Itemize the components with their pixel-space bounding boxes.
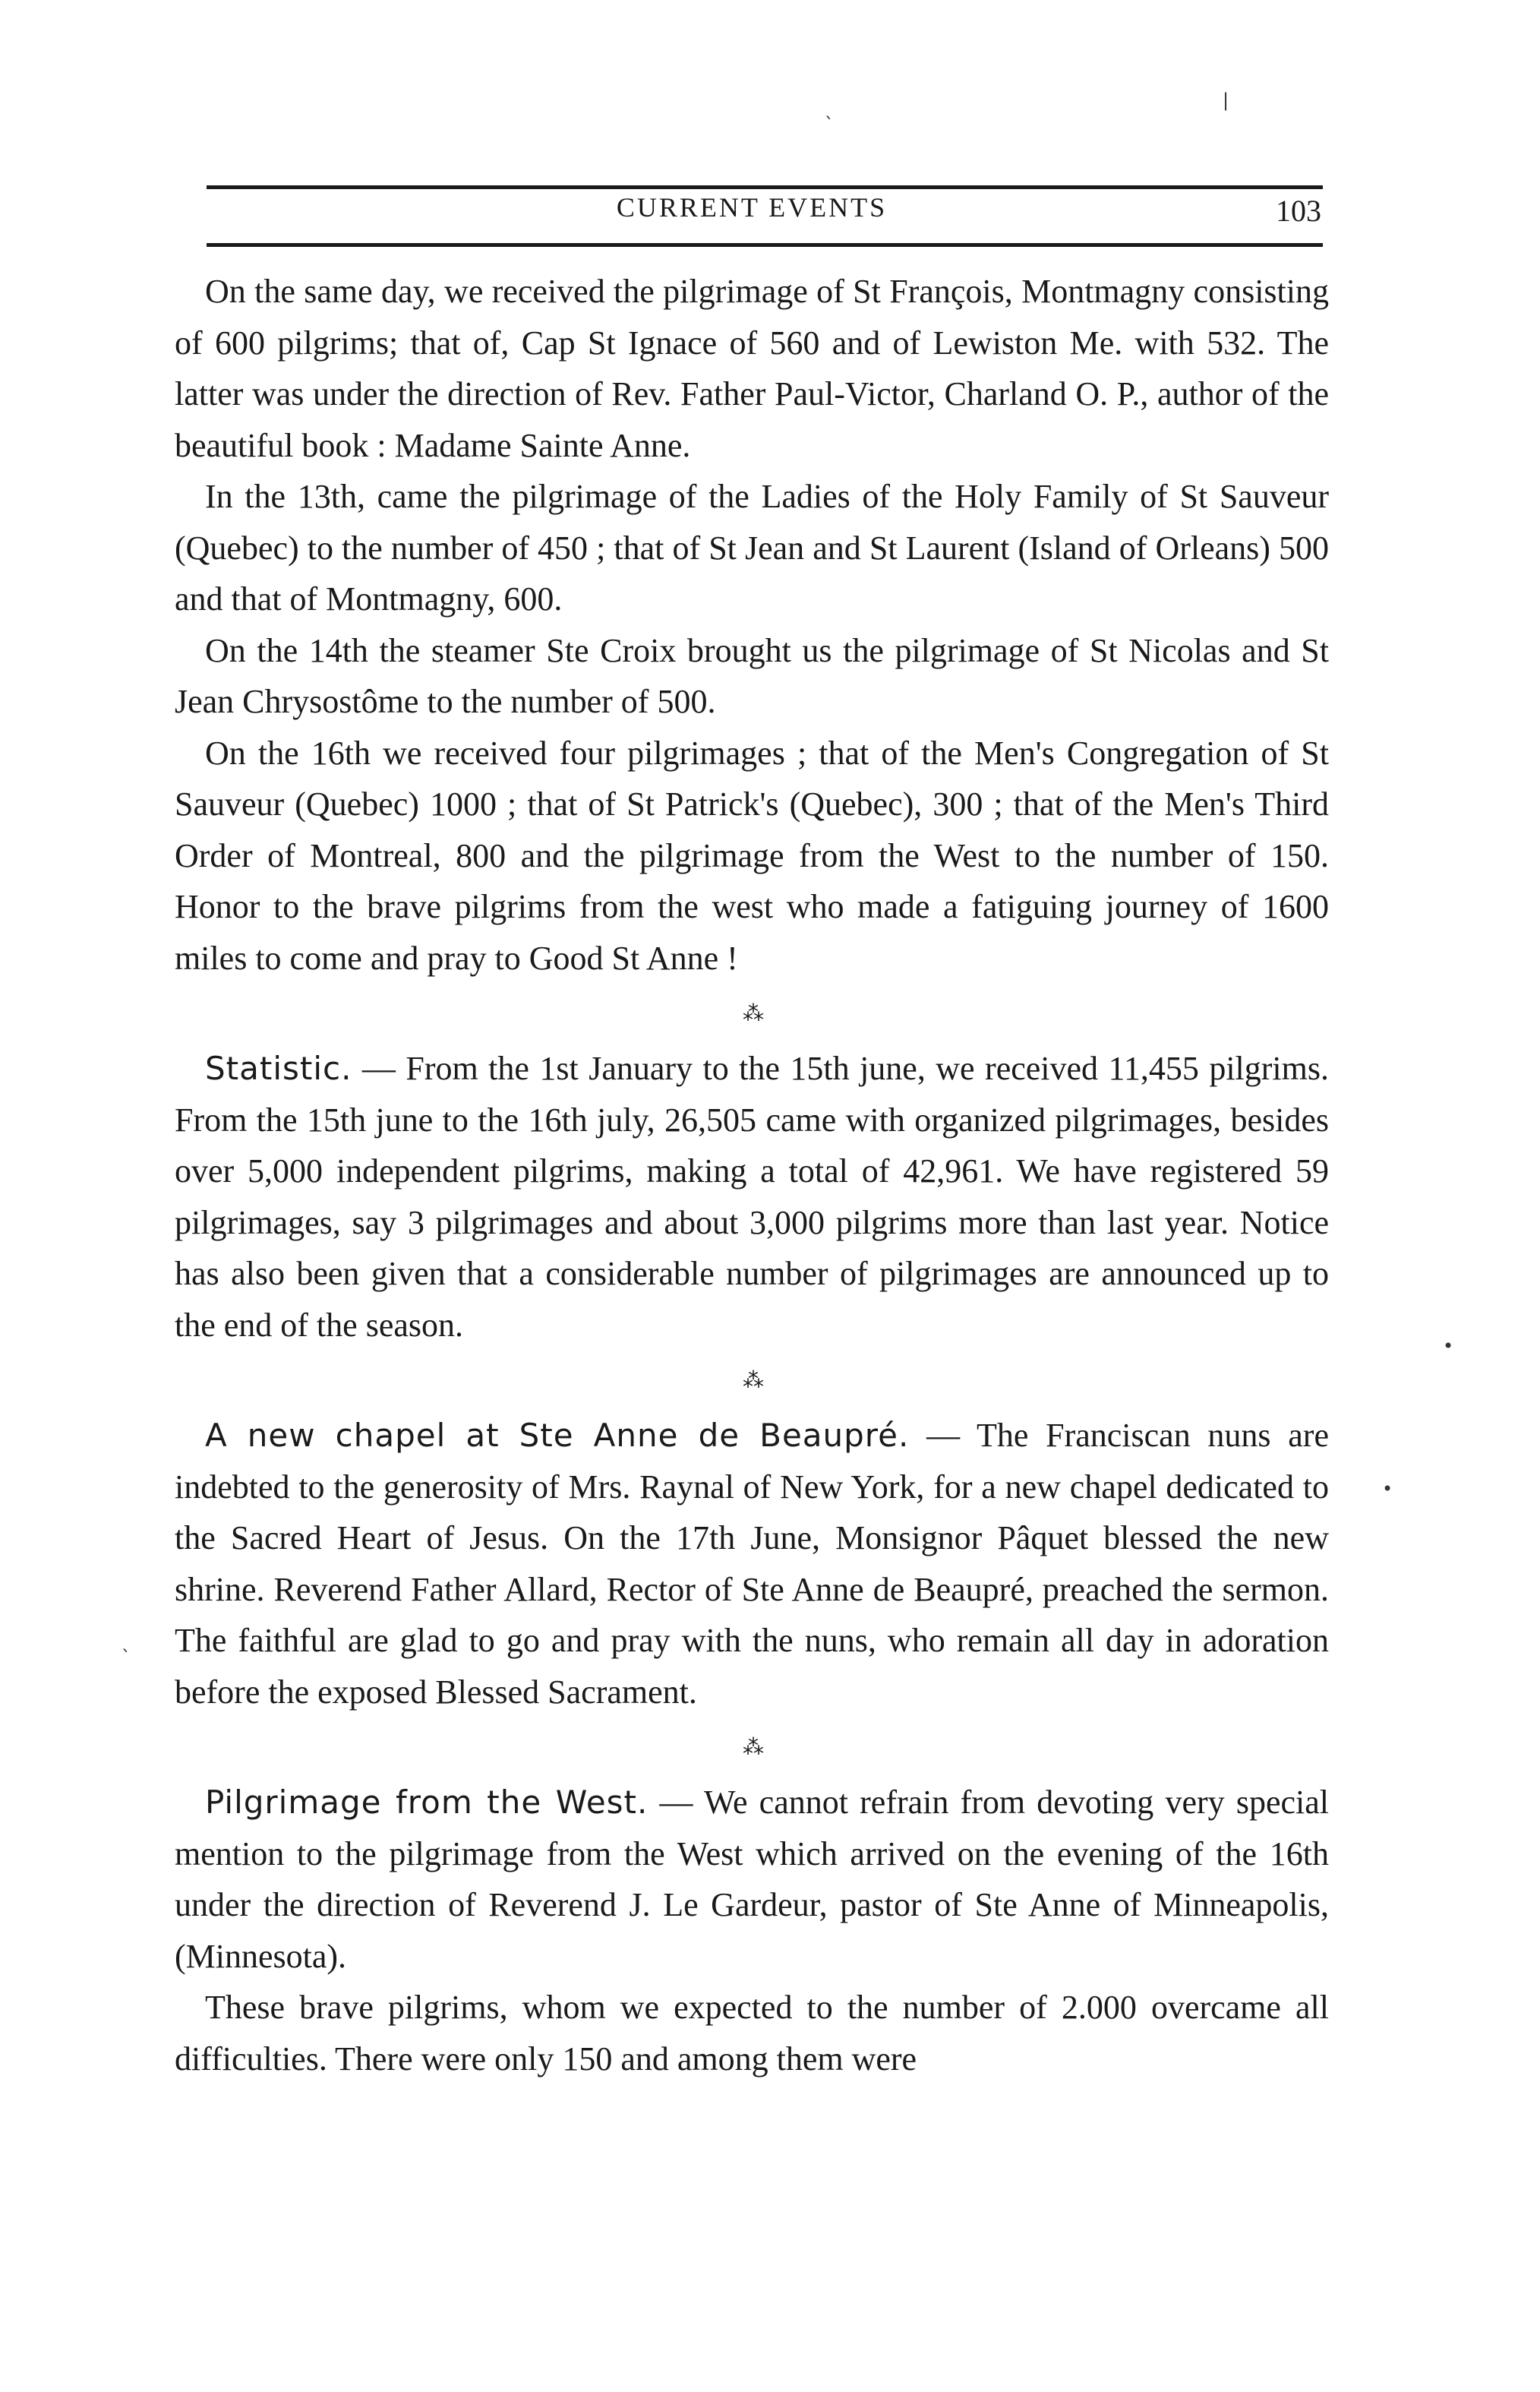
paragraph-13th: In the 13th, came the pilgrimage of the Ladies of the Holy Family of St Sauveur (Quebec) to the number of 450 ; that of St Jean and St Laurent (Island of Orleans) 500 and that of Montmagny, 600.: [175, 478, 1329, 618]
statistic-text: — From the 1st January to the 15th june, we received 11,455 pilgrims. From the 15th june to the 16th july, 26,505 came with organized pilgrimages, besides over 5,000 independent pilgrims, making a total of 42,961. We have registered 59 pilgrimages, say 3 pilgrimages and about 3,000 pilgrims more than last year. Notice has also been given that a considerable number of pilgrimages are announced up to the end of the season.: [175, 1050, 1329, 1344]
section-separator: ⁂: [743, 1000, 761, 1025]
stray-mark: •: [1443, 1335, 1454, 1357]
paragraph-west-pilgrimage: [175, 1777, 1329, 1982]
paragraph-new-chapel: [175, 1410, 1329, 1717]
chapel-text: — The Franciscan nuns are indebted to the generosity of Mrs. Raynal of New York, for a new chapel dedicated to the Sacred Heart of Jesus. On the 17th June, Monsignor Pâquet blessed the new shrine. Reverend Father Allard, Rector of Ste Anne de Beaupré, preached the sermon. The faithful are glad to go and pray with the nuns, who remain all day in adoration before the exposed Blessed Sacrament.: [175, 1417, 1329, 1711]
west-text: — We cannot refrain from devoting very special mention to the pilgrimage from the West which arrived on the evening of the 16th under the direction of Reverend J. Le Gardeur, pastor of Ste Anne of Minneapolis, (Minnesota).: [175, 1784, 1329, 1975]
header-rule-bottom: [207, 243, 1323, 247]
statistic-heading: Statistic.: [205, 1050, 352, 1087]
stray-mark: |: [1223, 90, 1229, 111]
section-separator: ⁂: [743, 1367, 761, 1392]
running-title: CURRENT EVENTS: [616, 192, 888, 223]
paragraph-16th: On the 16th we received four pilgrimages ; that of the Men's Congregation of St Sauveur (Quebec) 1000 ; that of St Patrick's (Quebec), 300 ; that of the Men's Third Order of Montreal, 800 and the pilgrimage from the West to the number of 150. Honor to the brave pilgrims from the west who made a fatiguing journey of 1600 miles to come and pray to Good St Anne !: [175, 734, 1329, 977]
chapel-heading: A new chapel at Ste Anne de Beaupré.: [205, 1417, 910, 1454]
paragraph-same-day: On the same day, we received the pilgrimage of St François, Montmagny consisting of 600 pilgrims; that of, Cap St Ignace of 560 and of Lewiston Me. with 532. The latter was under the direction of Rev. Father Paul-Victor, Charland O. P., author of the beautiful book : Madame Sainte Anne.: [175, 273, 1329, 464]
paragraph-statistic: [175, 1043, 1329, 1351]
paragraph-brave-pilgrims: These brave pilgrims, whom we expected to the number of 2.000 overcame all difficulties. There were only 150 and among them were: [175, 1989, 1329, 2078]
west-heading: Pilgrimage from the West.: [205, 1784, 649, 1821]
page-number: 103: [1276, 194, 1321, 228]
stray-mark: •: [1382, 1478, 1393, 1499]
stray-mark: `: [825, 114, 834, 135]
header-rule-top: [207, 185, 1323, 189]
section-separator: ⁂: [743, 1734, 761, 1759]
article-body: [175, 266, 1329, 2084]
paragraph-14th: On the 14th the steamer Ste Croix brought us the pilgrimage of St Nicolas and St Jean Chrysostôme to the number of 500.: [175, 631, 1329, 720]
stray-mark: `: [121, 1647, 131, 1668]
